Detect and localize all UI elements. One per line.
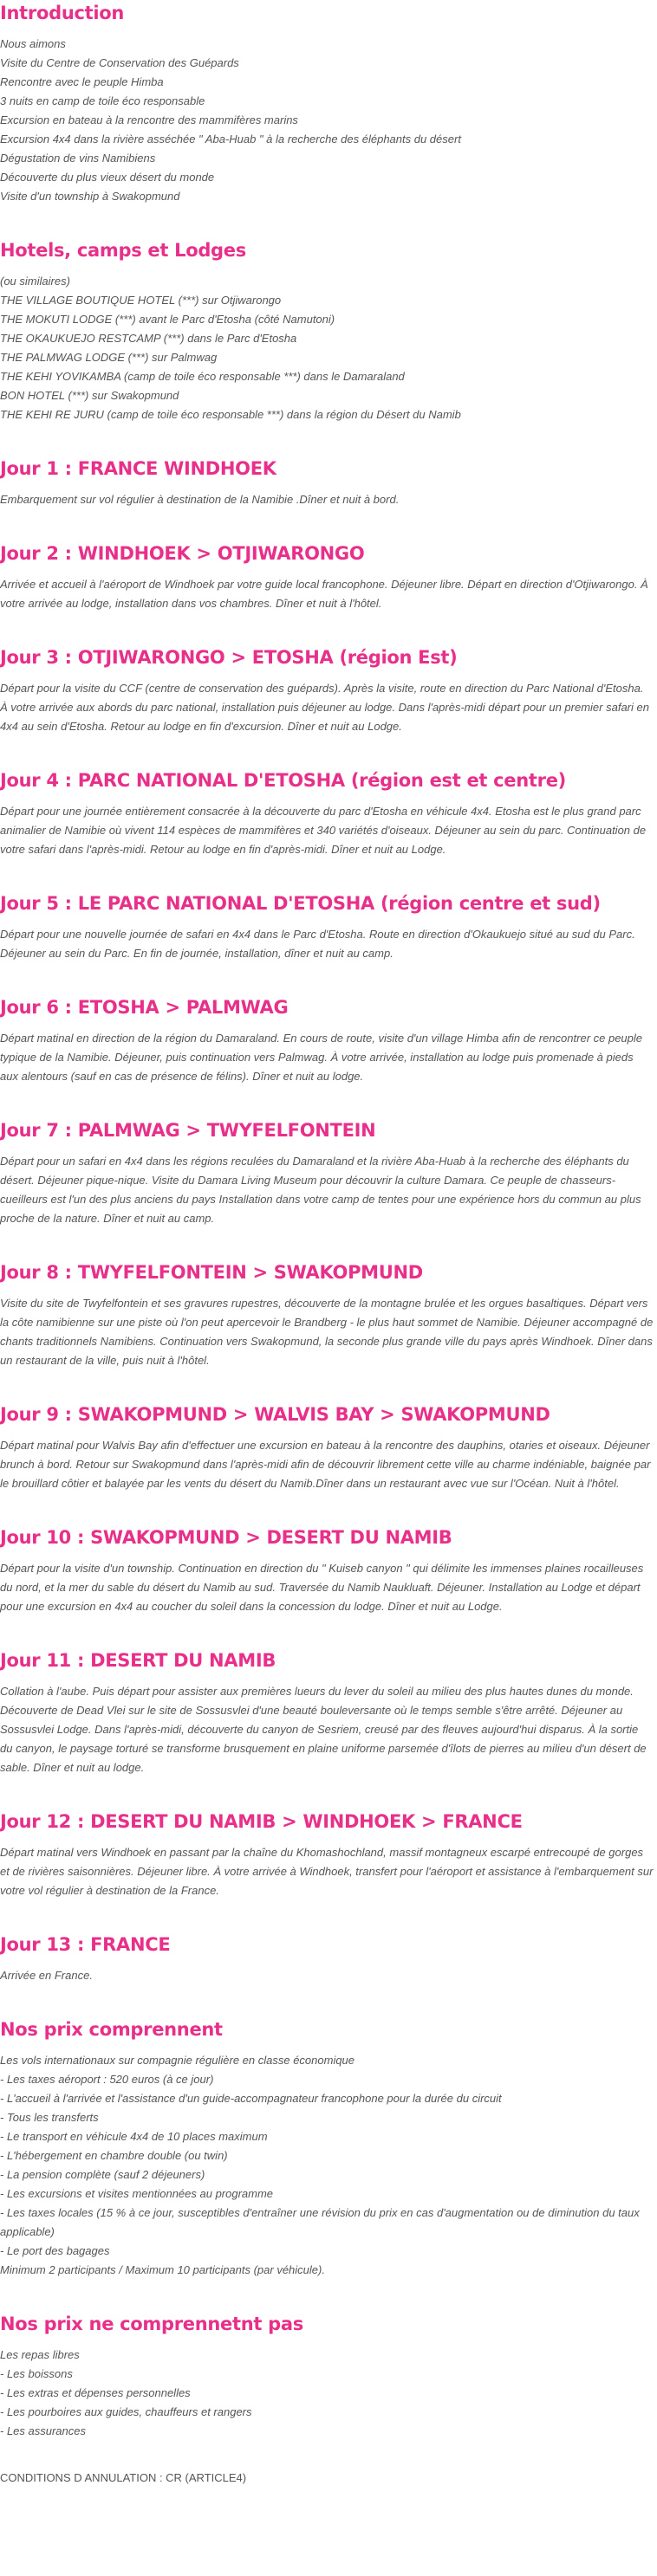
day-description: Départ matinal pour Walvis Bay afin d'effectuer une excursion en bateau à la rencontre des dauphins, otaries et oiseaux. Déjeuner brunch à bord. Retour sur Swakopmund dans l'après-midi afin de découvrir librement cette ville au charme indéniable, baignée par le brouillard côtier et balayée par les vents du désert du Namib.Dîner dans un restaurant avec vue sur l'Océan. Nuit à l'hôtel. — [0, 1439, 651, 1490]
list-item: Rencontre avec le peuple Himba — [0, 75, 164, 88]
day-title: Jour 12 : DESERT DU NAMIB > WINDHOEK > FRANCE — [0, 1811, 523, 1832]
day-description: Départ matinal en direction de la région du Damaraland. En cours de route, visite d'un village Himba afin de rencontrer ce peuple typique de la Namibie. Déjeuner, puis continuation vers Palmwag. À votre arrivée, installation au lodge puis promenade à pieds aux alentours (sauf en cas de présence de félins). Dîner et nuit au lodge. — [0, 1032, 643, 1083]
day-title: Jour 4 : PARC NATIONAL D'ETOSHA (région est et centre) — [0, 770, 566, 791]
day-description: Départ matinal vers Windhoek en passant par la chaîne du Khomashochland, massif montagneux escarpé entrecoupé de gorges et de rivières saisonnières. Déjeuner libre. À votre arrivée à Windhoek, transfert pour l'aéroport et assistance à l'embarquement sur votre vol régulier à destination de la France. — [0, 1846, 654, 1897]
day-section — [0, 1259, 657, 1370]
day-title: Jour 1 : FRANCE WINDHOEK — [0, 458, 276, 479]
intro-list — [0, 26, 657, 206]
list-item: - La pension complète (sauf 2 déjeuners) — [0, 2168, 205, 2181]
list-item: - Les assurances — [0, 2424, 86, 2437]
day-title: Jour 5 : LE PARC NATIONAL D'ETOSHA (région centre et sud) — [0, 893, 601, 914]
included-section — [0, 2016, 657, 2280]
list-item: - L'accueil à l'arrivée et l'assistance d'un guide-accompagnateur francophone pour la durée du circuit — [0, 2092, 502, 2105]
hotels-section — [0, 237, 657, 424]
list-item: THE VILLAGE BOUTIQUE HOTEL (***) sur Otjiwarongo — [0, 294, 282, 307]
excluded-list — [0, 2337, 657, 2441]
day-description: Départ pour la visite d'un township. Continuation en direction du " Kuiseb canyon " qui délimite les immenses plaines rocailleuses du nord, et la mer du sable du désert du Namib au sud. Traversée du Namib Naukluaft. Déjeuner. Installation au Lodge et départ pour une excursion en 4x4 au coucher du soleil dans la concession du lodge. Dîner et nuit au Lodge. — [0, 1562, 644, 1613]
cancellation-conditions: CONDITIONS D ANNULATION : CR (ARTICLE4) — [0, 2471, 247, 2484]
intro-title: Introduction — [0, 3, 125, 23]
day-description: Départ pour une journée entièrement consacrée à la découverte du parc d'Etosha en véhicule 4x4. Etosha est le plus grand parc animalier de Namibie où vivent 114 espèces de mammifères et 340 variétés d'oiseaux. Déjeuner au sein du parc. Continuation de votre safari dans l'après-midi. Retour au lodge en fin d'après-midi. Dîner et nuit au Lodge. — [0, 805, 647, 856]
day-title: Jour 10 : SWAKOPMUND > DESERT DU NAMIB — [0, 1527, 452, 1548]
list-item: Les vols internationaux sur compagnie régulière en classe économique — [0, 2054, 355, 2067]
day-section — [0, 994, 657, 1086]
list-item: - Les pourboires aux guides, chauffeurs et rangers — [0, 2405, 252, 2418]
hotels-list — [0, 263, 657, 424]
list-item: Dégustation de vins Namibiens — [0, 152, 156, 165]
list-item: THE KEHI RE JURU (camp de toile éco responsable ***) dans la région du Désert du Namib — [0, 408, 461, 421]
excluded-section — [0, 2311, 657, 2441]
day-section — [0, 767, 657, 859]
day-section — [0, 456, 657, 509]
list-item: - Le transport en véhicule 4x4 de 10 places maximum — [0, 2130, 268, 2143]
day-title: Jour 7 : PALMWAG > TWYFELFONTEIN — [0, 1120, 376, 1141]
list-item: THE OKAUKUEJO RESTCAMP (***) dans le Parc d'Etosha — [0, 332, 297, 345]
list-item: Visite du Centre de Conservation des Guépards — [0, 56, 239, 69]
day-title: Jour 11 : DESERT DU NAMIB — [0, 1650, 276, 1671]
list-item: THE KEHI YOVIKAMBA (camp de toile éco responsable ***) dans le Damaraland — [0, 370, 405, 383]
list-item: Excursion 4x4 dans la rivière asséchée " Aba-Huab " à la recherche des éléphants du désert — [0, 133, 461, 146]
day-description: Arrivée en France. — [0, 1969, 93, 1982]
excluded-title: Nos prix ne comprennetnt pas — [0, 2314, 303, 2334]
day-description: Départ pour une nouvelle journée de safari en 4x4 dans le Parc d'Etosha. Route en direction d'Okaukuejo situé au sud du Parc. Déjeuner au sein du Parc. En fin de journée, installation, dîner et nuit au camp. — [0, 928, 635, 960]
list-item: (ou similaires) — [0, 275, 70, 288]
day-section — [0, 1647, 657, 1777]
day-section — [0, 1524, 657, 1616]
days-container — [0, 424, 657, 1985]
list-item: THE PALMWAG LODGE (***) sur Palmwag — [0, 351, 218, 364]
list-item: BON HOTEL (***) sur Swakopmund — [0, 389, 179, 402]
list-item: - Les extras et dépenses personnelles — [0, 2386, 191, 2399]
intro-section — [0, 0, 657, 206]
list-item: Découverte du plus vieux désert du monde — [0, 171, 215, 184]
day-section — [0, 644, 657, 736]
list-item: - Les taxes aéroport : 520 euros (à ce jour) — [0, 2073, 214, 2086]
list-item: - Le port des bagages — [0, 2244, 110, 2257]
day-section — [0, 1809, 657, 1900]
day-section — [0, 1401, 657, 1493]
list-item: - Tous les transferts — [0, 2111, 99, 2124]
day-section — [0, 1932, 657, 1985]
day-title: Jour 2 : WINDHOEK > OTJIWARONGO — [0, 543, 365, 564]
day-title: Jour 8 : TWYFELFONTEIN > SWAKOPMUND — [0, 1262, 423, 1283]
day-description: Départ pour la visite du CCF (centre de conservation des guépards). Après la visite, route en direction du Parc National d'Etosha. À votre arrivée aux abords du parc national, installation puis déjeuner au lodge. Dans l'après-midi départ pour un premier safari en 4x4 au sein d'Etosha. Retour au lodge en fin d'excursion. Dîner et nuit au Lodge. — [0, 682, 649, 733]
list-item: Les repas libres — [0, 2348, 80, 2361]
day-description: Collation à l'aube. Puis départ pour assister aux premières lueurs du lever du soleil au milieu des plus hautes dunes du monde. Découverte de Dead Vlei sur le site de Sossusvlei d'une beauté bouleversante où le temps semble s'être arrêté. Déjeuner au Sossusvlei Lodge. Dans l'après-midi, découverte du canyon de Sesriem, creusé par des fleuves aujourd'hui disparus. À la sortie du canyon, le paysage torturé se transforme brusquement en plaine uniforme parsemée d'îlots de pierres au milieu d'un désert de sable. Dîner et nuit au lodge. — [0, 1685, 647, 1774]
included-title: Nos prix comprennent — [0, 2019, 223, 2040]
list-item: 3 nuits en camp de toile éco responsable — [0, 94, 205, 107]
day-description: Arrivée et accueil à l'aéroport de Windhoek par votre guide local francophone. Déjeuner libre. Départ en direction d'Otjiwarongo. À votre arrivée au lodge, installation dans vos chambres. Dîner et nuit à l'hôtel. — [0, 578, 648, 610]
day-section — [0, 1117, 657, 1228]
list-item: THE MOKUTI LODGE (***) avant le Parc d'Etosha (côté Namutoni) — [0, 313, 335, 326]
day-section — [0, 890, 657, 963]
day-description: Départ pour un safari en 4x4 dans les régions reculées du Damaraland et la rivière Aba-Huab à la recherche des éléphants du désert. Déjeuner pique-nique. Visite du Damara Living Museum pour découvrir la culture Damara. Ce peuple de chasseurs-cueilleurs est l'un des plus anciens du pays Installation dans votre camp de tentes pour une expérience hors du commun au plus proche de la nature. Dîner et nuit au camp. — [0, 1155, 641, 1225]
list-item: Nous aimons — [0, 37, 66, 50]
day-description: Embarquement sur vol régulier à destination de la Namibie .Dîner et nuit à bord. — [0, 493, 400, 506]
list-item: Visite d'un township à Swakopmund — [0, 190, 180, 203]
day-section — [0, 540, 657, 613]
day-title: Jour 3 : OTJIWARONGO > ETOSHA (région Est) — [0, 647, 458, 668]
day-title: Jour 6 : ETOSHA > PALMWAG — [0, 997, 289, 1018]
list-item: - Les boissons — [0, 2367, 73, 2380]
day-title: Jour 9 : SWAKOPMUND > WALVIS BAY > SWAKOPMUND — [0, 1404, 550, 1425]
list-item: - Les excursions et visites mentionnées au programme — [0, 2187, 274, 2200]
list-item: - L'hébergement en chambre double (ou twin) — [0, 2149, 228, 2162]
list-item: - Les taxes locales (15 % à ce jour, susceptibles d'entraîner une révision du prix en cas d'augmentation ou de diminution du taux applicable) — [0, 2206, 640, 2238]
list-item: Excursion en bateau à la rencontre des mammifères marins — [0, 113, 298, 126]
day-title: Jour 13 : FRANCE — [0, 1934, 171, 1955]
list-item: Minimum 2 participants / Maximum 10 participants (par véhicule). — [0, 2263, 325, 2276]
hotels-title: Hotels, camps et Lodges — [0, 240, 246, 261]
day-description: Visite du site de Twyfelfontein et ses gravures rupestres, découverte de la montagne brulée et les orgues basaltiques. Départ vers la côte namibienne sur une piste où l'on peut apercevoir le Brandberg - le plus haut sommet de Namibie. Déjeuner accompagné de chants traditionnels Namibiens. Continuation vers Swakopmund, la seconde plus grande ville du pays après Windhoek. Dîner dans un restaurant de la ville, puis nuit à l'hôtel. — [0, 1297, 654, 1367]
included-list — [0, 2042, 657, 2280]
